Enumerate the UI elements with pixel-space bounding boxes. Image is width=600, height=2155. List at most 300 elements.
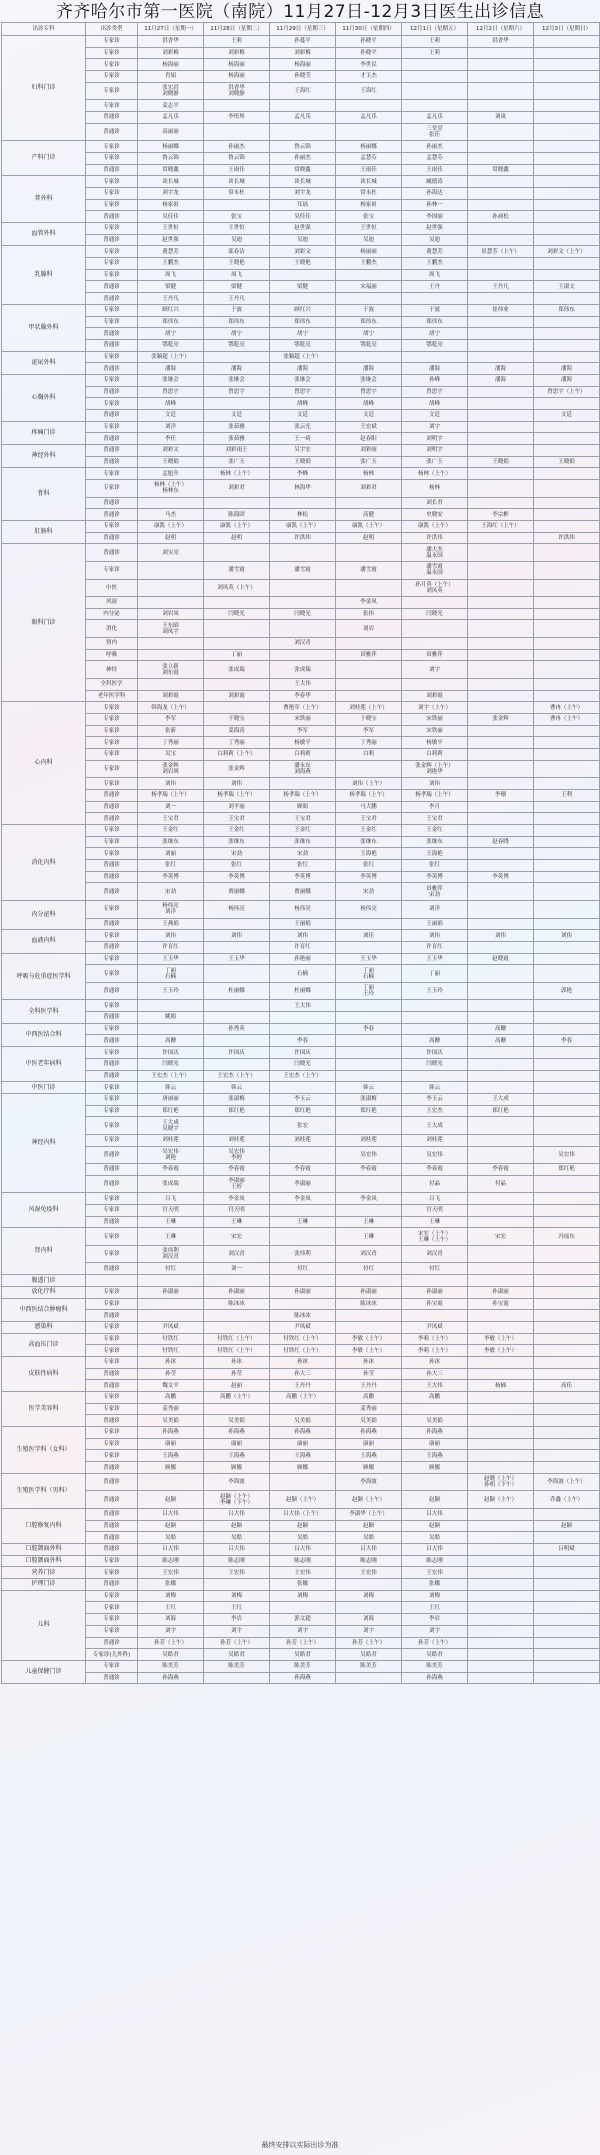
doctor-cell	[468, 1660, 534, 1672]
department-cell: 眼科门诊	[2, 544, 86, 702]
visit-type-cell: 肾内	[86, 638, 138, 650]
doctor-cell: 吴迪	[402, 234, 468, 246]
doctor-cell: 王宏伟	[138, 1567, 204, 1579]
doctor-cell: 孙海燕	[402, 1672, 468, 1684]
visit-type-cell: 专家诊	[86, 1345, 138, 1357]
doctor-cell: 李莉（上午）	[402, 1345, 468, 1357]
table-row	[2, 456, 600, 468]
doctor-cell: 刘洋	[138, 421, 204, 433]
visit-type-cell: 普通诊	[86, 1579, 138, 1591]
doctor-cell: 孙冰	[336, 1356, 402, 1368]
department-cell: 产科门诊	[2, 141, 86, 176]
table-row	[2, 848, 600, 860]
doctor-cell: 王海红（上午）	[468, 521, 534, 533]
doctor-cell	[270, 544, 336, 562]
doctor-cell: 王玉华	[204, 953, 270, 965]
doctor-cell	[534, 164, 600, 176]
doctor-cell	[402, 597, 468, 609]
doctor-cell	[534, 1356, 600, 1368]
doctor-cell	[468, 187, 534, 199]
doctor-cell: 刘岩凤	[138, 608, 204, 620]
table-row	[2, 1070, 600, 1082]
doctor-cell: 李敏（上午）	[468, 1345, 534, 1357]
doctor-cell: 谈长城	[204, 176, 270, 188]
doctor-cell	[270, 1023, 336, 1035]
doctor-cell: 刘凤英（上午）	[204, 579, 270, 597]
doctor-cell: 郑红艳	[534, 1164, 600, 1176]
doctor-cell: 王玉华	[402, 953, 468, 965]
doctor-cell: 李春霞	[468, 1164, 534, 1176]
visit-type-cell: 普通诊	[86, 801, 138, 813]
table-row	[2, 1579, 600, 1591]
table-row	[2, 1321, 600, 1333]
doctor-cell	[336, 678, 402, 690]
doctor-cell: 吴美娟	[270, 1415, 336, 1427]
doctor-cell: 孟慧芬	[336, 152, 402, 164]
doctor-cell: 王丹凡	[138, 293, 204, 305]
doctor-cell	[468, 293, 534, 305]
doctor-cell: 姚娟	[138, 1012, 204, 1024]
visit-type-cell: 专家诊	[86, 714, 138, 726]
doctor-cell	[534, 562, 600, 580]
doctor-cell	[534, 1672, 600, 1684]
visit-type-cell: 专家诊	[86, 702, 138, 714]
doctor-cell	[204, 1058, 270, 1070]
doctor-cell	[468, 918, 534, 930]
doctor-cell: 闫晓光	[270, 1058, 336, 1070]
doctor-cell: 王宏斌	[336, 421, 402, 433]
doctor-cell: 陈冰冰	[270, 1310, 336, 1322]
doctor-cell: 张继东	[138, 836, 204, 848]
doctor-cell	[534, 1333, 600, 1345]
doctor-cell: 赵晓霞	[468, 953, 534, 965]
doctor-cell	[204, 1000, 270, 1012]
doctor-cell: 王金红	[138, 825, 204, 837]
doctor-cell: 梁健	[204, 281, 270, 293]
doctor-cell: 张成瑞	[138, 1175, 204, 1193]
doctor-cell: 杨伟亮	[204, 901, 270, 919]
table-row	[2, 649, 600, 661]
doctor-cell	[468, 1427, 534, 1439]
doctor-cell	[336, 1047, 402, 1059]
doctor-cell	[534, 351, 600, 363]
doctor-cell	[468, 1058, 534, 1070]
doctor-cell: 杨孝瑞（上午）	[204, 789, 270, 801]
doctor-cell: 宋宏	[468, 1228, 534, 1246]
doctor-cell: 宋福丽	[336, 281, 402, 293]
doctor-cell: 吴佳佳	[270, 211, 336, 223]
doctor-cell	[534, 608, 600, 620]
visit-type-cell: 专家诊	[86, 1205, 138, 1217]
doctor-cell	[468, 100, 534, 112]
doctor-cell: 闫晓光	[402, 1058, 468, 1070]
doctor-cell	[534, 1275, 600, 1287]
doctor-cell: 李岩	[402, 1614, 468, 1626]
doctor-cell: 付铁红	[138, 1333, 204, 1345]
doctor-cell: 张继会	[336, 374, 402, 386]
doctor-cell	[468, 1415, 534, 1427]
doctor-cell: 吴皓	[204, 1532, 270, 1544]
table-row	[2, 760, 600, 778]
doctor-cell: 刘岩	[336, 620, 402, 638]
doctor-cell: 王海燕	[204, 1450, 270, 1462]
visit-type-cell: 普通诊	[86, 544, 138, 562]
doctor-cell: 文廷	[534, 410, 600, 422]
department-cell: 中医老年病科	[2, 1047, 86, 1082]
table-row	[2, 749, 600, 761]
doctor-cell: 王鹏杰	[138, 258, 204, 270]
visit-type-cell: 普通诊	[86, 1164, 138, 1176]
doctor-cell	[468, 532, 534, 544]
doctor-cell	[336, 1012, 402, 1024]
doctor-cell: 宫天明	[204, 1205, 270, 1217]
doctor-cell: 张娜	[138, 1579, 204, 1591]
doctor-cell	[138, 638, 204, 650]
doctor-cell: 付铁红	[138, 1345, 204, 1357]
doctor-cell	[534, 1070, 600, 1082]
doctor-cell: 孙莹	[138, 1368, 204, 1380]
doctor-cell: 顾娜	[138, 1462, 204, 1474]
doctor-cell	[468, 269, 534, 281]
doctor-cell	[534, 187, 600, 199]
doctor-cell	[402, 71, 468, 83]
visit-type-cell: 专家诊	[86, 848, 138, 860]
visit-type-cell: 普通诊	[86, 1035, 138, 1047]
table-row	[2, 47, 600, 59]
table-row	[2, 1567, 600, 1579]
table-row	[2, 164, 600, 176]
doctor-cell	[534, 1614, 600, 1626]
doctor-cell: 常永杜	[204, 187, 270, 199]
visit-type-cell: 专家诊	[86, 953, 138, 965]
doctor-cell: 张红	[270, 860, 336, 872]
doctor-cell: 王金红	[204, 825, 270, 837]
doctor-cell: 许洪伟	[534, 532, 600, 544]
doctor-cell: 张红	[402, 860, 468, 872]
table-row	[2, 778, 600, 790]
visit-type-cell: 全科医学	[86, 678, 138, 690]
table-row	[2, 1164, 600, 1176]
table-row	[2, 579, 600, 597]
doctor-cell	[534, 1450, 600, 1462]
doctor-cell: 孙淑丽	[270, 1286, 336, 1298]
table-row	[2, 930, 600, 942]
doctor-cell: 杨海丽	[138, 59, 204, 71]
doctor-cell: 于波	[336, 304, 402, 316]
doctor-cell: 陈美芳	[336, 1660, 402, 1672]
doctor-cell	[534, 1415, 600, 1427]
visit-type-cell: 普通诊	[86, 860, 138, 872]
table-row	[2, 725, 600, 737]
doctor-cell	[534, 638, 600, 650]
doctor-cell: 顾昭	[270, 801, 336, 813]
doctor-cell	[468, 1579, 534, 1591]
doctor-cell: 刘宇	[204, 1625, 270, 1637]
doctor-cell: 吕大伟	[138, 1508, 204, 1520]
doctor-cell	[468, 1205, 534, 1217]
doctor-cell	[468, 620, 534, 638]
doctor-cell: 宋劲	[336, 883, 402, 901]
doctor-cell: 李淑丽	[270, 1175, 336, 1193]
doctor-cell	[534, 918, 600, 930]
doctor-cell: 丁秀丽	[204, 737, 270, 749]
table-row	[2, 1450, 600, 1462]
department-cell: 泌尿外科	[2, 351, 86, 374]
doctor-cell: 刘宇龙	[138, 187, 204, 199]
doctor-cell: 曾思宇（上午）	[534, 386, 600, 398]
doctor-cell: 孙秀英	[204, 1023, 270, 1035]
doctor-cell	[204, 1035, 270, 1047]
doctor-cell	[534, 1093, 600, 1105]
visit-type-cell: 专家诊(儿外科)	[86, 1649, 138, 1661]
doctor-cell: 王晓艳	[204, 258, 270, 270]
doctor-cell: 王宏杰	[402, 1105, 468, 1117]
table-row	[2, 36, 600, 48]
doctor-cell: 王琳	[270, 1216, 336, 1228]
doctor-cell: 王玉华	[336, 953, 402, 965]
doctor-cell: 李春霞	[402, 1164, 468, 1176]
table-row	[2, 1356, 600, 1368]
visit-type-cell: 普通诊	[86, 111, 138, 123]
doctor-cell	[336, 661, 402, 679]
doctor-cell	[402, 59, 468, 71]
doctor-cell: 洪香华 刘晓静	[204, 82, 270, 100]
doctor-cell: 田雅萍	[336, 649, 402, 661]
visit-type-cell: 专家诊	[86, 176, 138, 188]
doctor-cell: 鲁云锦	[138, 152, 204, 164]
visit-type-cell: 神经	[86, 661, 138, 679]
doctor-cell	[534, 1263, 600, 1275]
doctor-cell: 赵颖	[402, 1520, 468, 1532]
doctor-cell	[402, 1000, 468, 1012]
table-row	[2, 521, 600, 533]
doctor-cell	[336, 293, 402, 305]
table-row	[2, 1082, 600, 1094]
doctor-cell: 常晓鑫	[138, 164, 204, 176]
doctor-cell: 郑红艳	[204, 1105, 270, 1117]
doctor-cell: 赵颖	[270, 1520, 336, 1532]
doctor-cell: 闫晓光	[204, 608, 270, 620]
doctor-cell: 韩云	[138, 1082, 204, 1094]
doctor-cell: 宋铁丽	[270, 714, 336, 726]
doctor-cell: 姜志平	[138, 100, 204, 112]
doctor-cell	[468, 848, 534, 860]
doctor-cell: 刘宇	[270, 1625, 336, 1637]
table-row	[2, 1286, 600, 1298]
doctor-cell: 顾红兴	[138, 304, 204, 316]
doctor-cell	[534, 1117, 600, 1135]
visit-type-cell: 呼吸	[86, 649, 138, 661]
doctor-cell	[138, 1000, 204, 1012]
doctor-cell: 赵颖	[204, 1520, 270, 1532]
doctor-cell: 王宝君	[402, 813, 468, 825]
doctor-cell: 康丽	[138, 1438, 204, 1450]
doctor-cell: 常晓鑫	[468, 164, 534, 176]
doctor-cell: 孙大三	[402, 1368, 468, 1380]
table-row	[2, 497, 600, 509]
doctor-cell: 胡峰	[270, 398, 336, 410]
doctor-cell: 王丹丹	[336, 1380, 402, 1392]
doctor-cell	[534, 649, 600, 661]
doctor-cell: 高鹏（上午）	[270, 1392, 336, 1404]
doctor-cell: 于晓宝	[204, 714, 270, 726]
doctor-cell: 孙芳（上午）	[204, 1637, 270, 1649]
doctor-cell	[534, 1058, 600, 1070]
doctor-cell	[468, 1567, 534, 1579]
department-cell: 消化内科	[2, 825, 86, 901]
doctor-cell: 王宏伟	[402, 1567, 468, 1579]
visit-type-cell: 专家诊	[86, 1023, 138, 1035]
doctor-cell: 高鹏	[336, 1392, 402, 1404]
doctor-cell: 顾红兴	[270, 304, 336, 316]
department-cell: 皮肤性病科	[2, 1356, 86, 1391]
doctor-cell: 付红	[402, 1263, 468, 1275]
doctor-cell	[204, 965, 270, 983]
doctor-cell	[534, 901, 600, 919]
table-row	[2, 871, 600, 883]
doctor-cell	[402, 620, 468, 638]
visit-type-cell: 专家诊	[86, 521, 138, 533]
doctor-cell: 杨伟亮 刘洋	[138, 901, 204, 919]
doctor-cell: 孙宝霞	[468, 1298, 534, 1310]
visit-type-cell: 专家诊	[86, 398, 138, 410]
table-row	[2, 59, 600, 71]
department-cell: 妇科门诊	[2, 36, 86, 141]
visit-type-cell: 普通诊	[86, 410, 138, 422]
visit-type-cell: 专家诊	[86, 1555, 138, 1567]
table-row	[2, 901, 600, 919]
doctor-cell: 刘彩梅	[270, 47, 336, 59]
doctor-cell: 白莉莉	[270, 749, 336, 761]
visit-type-cell: 普通诊	[86, 532, 138, 544]
doctor-cell: 李玉云	[270, 1093, 336, 1105]
doctor-cell	[204, 1672, 270, 1684]
doctor-cell: 刘伟	[468, 930, 534, 942]
doctor-cell	[534, 521, 600, 533]
visit-type-cell: 普通诊	[86, 123, 138, 141]
doctor-cell	[138, 562, 204, 580]
doctor-cell: 刘彩文（上午）	[534, 246, 600, 258]
doctor-cell	[468, 497, 534, 509]
visit-type-cell: 专家诊	[86, 1614, 138, 1626]
doctor-cell: 刘伟	[534, 930, 600, 942]
doctor-cell: 付铁红（上午）	[270, 1345, 336, 1357]
doctor-cell: 王大伟	[402, 1380, 468, 1392]
doctor-cell	[468, 71, 534, 83]
doctor-cell	[534, 1427, 600, 1439]
doctor-cell: 张继会	[204, 374, 270, 386]
table-row	[2, 1660, 600, 1672]
doctor-cell: 赵颖	[534, 1520, 600, 1532]
doctor-cell: 梁健	[138, 281, 204, 293]
table-row	[2, 860, 600, 872]
doctor-cell	[534, 211, 600, 223]
doctor-cell	[534, 1660, 600, 1672]
doctor-cell: 高健	[336, 509, 402, 521]
doctor-cell: 林海华	[270, 480, 336, 498]
doctor-cell: 王东昭 刘凤宇	[138, 620, 204, 638]
department-cell: 口腔颌面外科	[2, 1544, 86, 1556]
department-cell: 生殖医学科（男科）	[2, 1473, 86, 1508]
table-row	[2, 1649, 600, 1661]
doctor-cell: 李英博	[402, 871, 468, 883]
doctor-cell	[534, 737, 600, 749]
doctor-cell	[204, 544, 270, 562]
doctor-cell	[534, 1175, 600, 1193]
table-row	[2, 1403, 600, 1415]
doctor-cell: 张继东	[336, 836, 402, 848]
doctor-cell	[204, 497, 270, 509]
doctor-cell: 康丽	[204, 1438, 270, 1450]
doctor-cell	[534, 1532, 600, 1544]
doctor-cell: 李敏（上午）	[336, 1333, 402, 1345]
doctor-cell: 张茹雅	[204, 421, 270, 433]
doctor-cell: 张伟利	[270, 1245, 336, 1263]
doctor-cell	[336, 351, 402, 363]
doctor-cell: 王世恒	[138, 223, 204, 235]
doctor-cell: 吴宝	[138, 749, 204, 761]
visit-type-cell: 中医	[86, 579, 138, 597]
visit-type-cell: 专家诊	[86, 1333, 138, 1345]
visit-type-cell: 普通诊	[86, 1672, 138, 1684]
table-row	[2, 123, 600, 141]
doctor-cell: 谈长城	[336, 176, 402, 188]
doctor-cell: 曾思宇	[138, 386, 204, 398]
doctor-cell	[468, 1614, 534, 1626]
doctor-cell: 赵明	[138, 532, 204, 544]
doctor-cell	[468, 433, 534, 445]
visit-type-cell: 普通诊	[86, 433, 138, 445]
department-cell: 神经内科	[2, 1093, 86, 1192]
doctor-cell: 刘彩霞	[402, 690, 468, 702]
doctor-cell: 杨林	[402, 480, 468, 498]
doctor-cell: 张颖超（上午）	[138, 351, 204, 363]
doctor-cell	[204, 100, 270, 112]
doctor-cell	[270, 1228, 336, 1246]
doctor-cell: 付铁红（上午）	[204, 1333, 270, 1345]
table-row	[2, 714, 600, 726]
doctor-cell	[468, 760, 534, 778]
doctor-cell: 陈冰冰	[204, 1298, 270, 1310]
doctor-cell	[534, 941, 600, 953]
doctor-cell: 李珊	[468, 789, 534, 801]
visit-type-cell: 普通诊	[86, 386, 138, 398]
visit-type-cell: 专家诊	[86, 187, 138, 199]
doctor-cell: 高姗	[402, 1035, 468, 1047]
doctor-cell: 刘宝亮	[138, 544, 204, 562]
doctor-cell: 孙蔓平	[270, 36, 336, 48]
doctor-cell	[468, 825, 534, 837]
doctor-cell: 吴皓君	[270, 1649, 336, 1661]
doctor-cell: 刘宇	[402, 661, 468, 679]
doctor-cell: 康凯（上午）	[138, 521, 204, 533]
table-row	[2, 1427, 600, 1439]
header-cell: 出诊类型	[86, 23, 138, 36]
table-row	[2, 1245, 600, 1263]
doctor-cell: 王宏杰（上午）	[138, 1070, 204, 1082]
table-row	[2, 702, 600, 714]
doctor-cell	[468, 941, 534, 953]
doctor-cell	[468, 749, 534, 761]
doctor-cell	[534, 468, 600, 480]
department-cell: 中西医结合肿瘤科	[2, 1298, 86, 1321]
doctor-cell	[468, 1649, 534, 1661]
doctor-cell: 赵颖（上午） 李琳（下午）	[204, 1491, 270, 1509]
doctor-cell	[534, 111, 600, 123]
table-row	[2, 1310, 600, 1322]
visit-type-cell: 专家诊	[86, 562, 138, 580]
doctor-cell	[534, 421, 600, 433]
